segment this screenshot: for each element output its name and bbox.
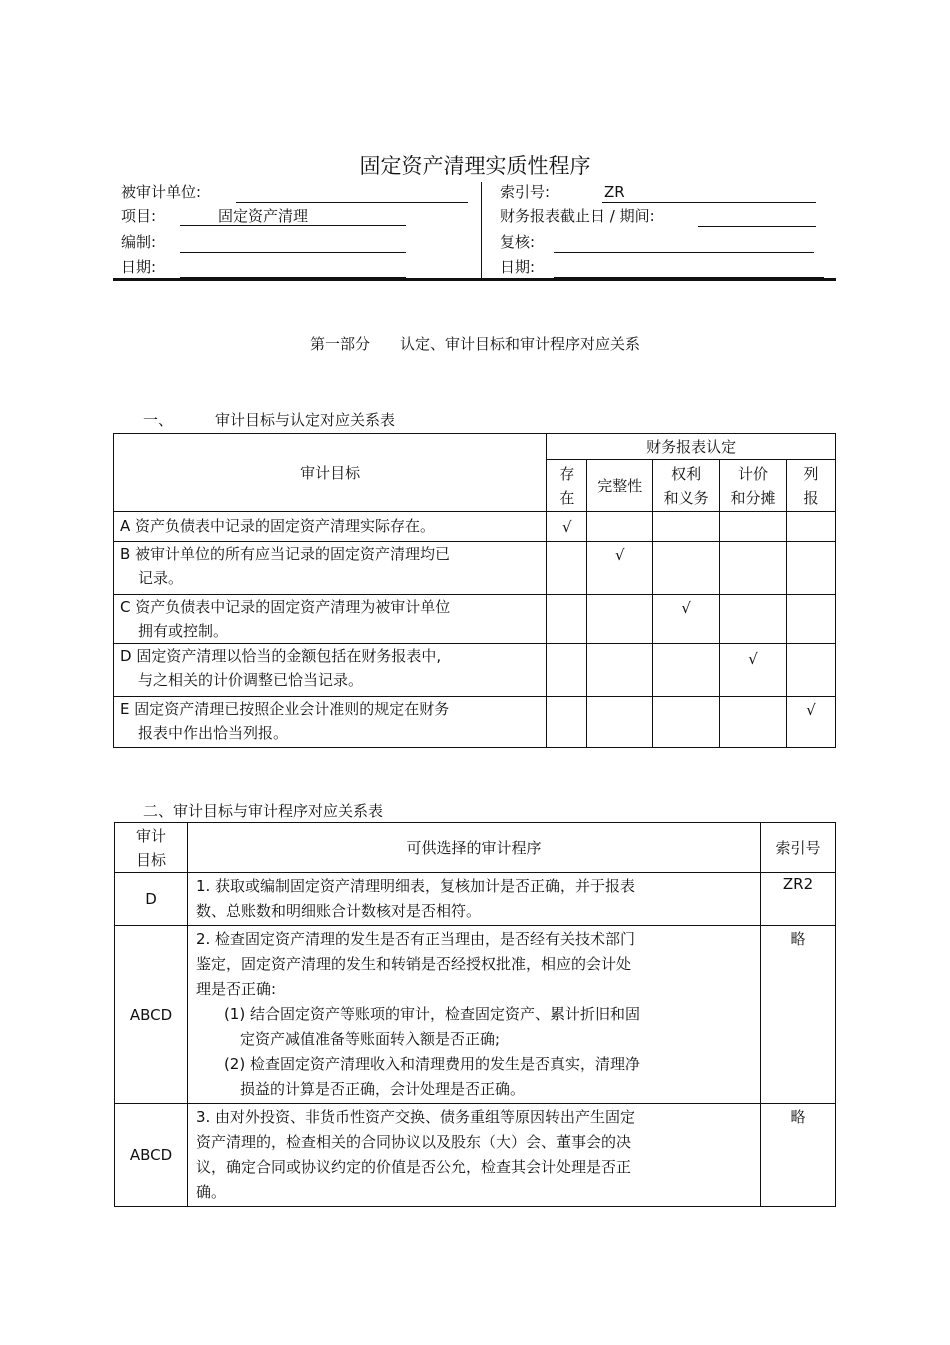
cell bbox=[653, 697, 720, 748]
check-d: √ bbox=[720, 644, 787, 697]
col-assertions-group: 财务报表认定 bbox=[547, 434, 836, 460]
col-index: 索引号 bbox=[761, 823, 836, 873]
date-right-field[interactable] bbox=[554, 257, 824, 278]
goal-row-a bbox=[114, 512, 836, 542]
index-label: 索引号: bbox=[500, 183, 551, 201]
section1-title: 审计目标与认定对应关系表 bbox=[215, 411, 396, 429]
header-divider bbox=[481, 182, 482, 278]
col-procedure: 可供选择的审计程序 bbox=[187, 823, 760, 873]
procedure-2-index[interactable]: 略 bbox=[761, 926, 836, 1104]
page-title: 固定资产清理实质性程序 bbox=[359, 154, 591, 178]
check-e: √ bbox=[787, 697, 836, 748]
cell bbox=[587, 512, 653, 542]
assertion-table bbox=[113, 433, 836, 748]
procedure-1-goal: D bbox=[115, 873, 188, 926]
cell bbox=[787, 595, 836, 644]
procedure-row-1 bbox=[115, 873, 836, 926]
col-goal: 审计 目标 bbox=[115, 823, 188, 873]
cell bbox=[547, 595, 587, 644]
procedure-2-text: 2. 检查固定资产清理的发生是否有正当理由，是否经有关技术部门 鉴定，固定资产清理的发生和转销是否经授权批准，相应的会计处 理是否正确: (1) 结合固定资产等账项的审计，检查固定资产、累计折旧和固 定资产减值准备等账面转入额是否正确; (2) 检查固定资产清理收入和清理费用的发生是否真实，清理净 损益的计算是否正确，会计处理是否正确。 bbox=[187, 926, 760, 1104]
goal-d-text: D 固定资产清理以恰当的金额包括在财务报表中, 与之相关的计价调整已恰当记录。 bbox=[114, 644, 547, 697]
part-title: 第一部分 认定、审计目标和审计程序对应关系 bbox=[309, 335, 640, 353]
goal-row-d bbox=[114, 644, 836, 697]
goal-row-c bbox=[114, 595, 836, 644]
goal-b-text: B 被审计单位的所有应当记录的固定资产清理均已 记录。 bbox=[114, 542, 547, 595]
check-c: √ bbox=[653, 595, 720, 644]
section1-heading bbox=[143, 409, 395, 430]
procedure-1-index[interactable]: ZR2 bbox=[761, 873, 836, 926]
cell bbox=[587, 644, 653, 697]
assertion-rights: 权利 和义务 bbox=[653, 460, 720, 512]
procedure-row-2 bbox=[115, 926, 836, 1104]
date-right-label: 日期: bbox=[500, 258, 536, 276]
cell bbox=[587, 697, 653, 748]
check-a: √ bbox=[547, 512, 587, 542]
assertion-presentation: 列 报 bbox=[787, 460, 836, 512]
cell bbox=[720, 595, 787, 644]
period-field[interactable] bbox=[698, 206, 816, 227]
col-audit-goal: 审计目标 bbox=[114, 434, 547, 512]
prepared-label: 编制: bbox=[121, 233, 157, 251]
cell bbox=[787, 512, 836, 542]
date-left-field[interactable] bbox=[180, 257, 406, 278]
cell bbox=[587, 595, 653, 644]
project-label: 项目: bbox=[121, 207, 157, 225]
goal-row-e bbox=[114, 697, 836, 748]
assertion-valuation: 计价 和分摊 bbox=[720, 460, 787, 512]
prepared-field[interactable] bbox=[180, 232, 406, 253]
cell bbox=[720, 542, 787, 595]
cell bbox=[547, 644, 587, 697]
cell bbox=[547, 697, 587, 748]
review-label: 复核: bbox=[500, 233, 536, 251]
project-field[interactable]: 固定资产清理 bbox=[180, 206, 406, 226]
cell bbox=[653, 512, 720, 542]
section2-heading: 二、审计目标与审计程序对应关系表 bbox=[143, 802, 384, 820]
procedure-2-sub-1: (1) 结合固定资产等账项的审计，检查固定资产、累计折旧和固 bbox=[223, 1005, 640, 1023]
cell bbox=[787, 542, 836, 595]
procedure-1-text: 1. 获取或编制固定资产清理明细表，复核加计是否正确，并于报表 数、总账数和明细账合计数核对是否相符。 bbox=[187, 873, 760, 926]
goal-c-text: C 资产负债表中记录的固定资产清理为被审计单位 拥有或控制。 bbox=[114, 595, 547, 644]
audited-unit-label: 被审计单位: bbox=[121, 183, 202, 201]
date-left-label: 日期: bbox=[121, 258, 157, 276]
procedure-3-index[interactable]: 略 bbox=[761, 1104, 836, 1207]
review-field[interactable] bbox=[554, 232, 814, 253]
cell bbox=[653, 644, 720, 697]
procedure-table bbox=[114, 822, 836, 1207]
procedure-3-goal: ABCD bbox=[115, 1104, 188, 1207]
goal-row-b bbox=[114, 542, 836, 595]
index-field[interactable]: ZR bbox=[602, 182, 816, 203]
cell bbox=[720, 697, 787, 748]
header-rule bbox=[113, 278, 836, 281]
assertion-existence: 存 在 bbox=[547, 460, 587, 512]
procedure-3-text: 3. 由对外投资、非货币性资产交换、债务重组等原因转出产生固定 资产清理的，检查相关的合同协议以及股东（大）会、董事会的决 议，确定合同或协议约定的价值是否公允，检查其会计处理是否正 确。 bbox=[187, 1104, 760, 1207]
goal-e-text: E 固定资产清理已按照企业会计准则的规定在财务 报表中作出恰当列报。 bbox=[114, 697, 547, 748]
cell bbox=[547, 542, 587, 595]
procedure-row-3 bbox=[115, 1104, 836, 1207]
period-label: 财务报表截止日 / 期间: bbox=[500, 207, 655, 225]
procedure-2-sub-2: (2) 检查固定资产清理收入和清理费用的发生是否真实，清理净 bbox=[223, 1055, 640, 1073]
cell bbox=[720, 512, 787, 542]
assertion-completeness: 完整性 bbox=[587, 460, 653, 512]
goal-a-text: A 资产负债表中记录的固定资产清理实际存在。 bbox=[114, 512, 547, 542]
cell bbox=[787, 644, 836, 697]
procedure-header-row bbox=[115, 823, 836, 873]
audited-unit-field[interactable] bbox=[236, 182, 468, 203]
check-b: √ bbox=[587, 542, 653, 595]
procedure-2-goal: ABCD bbox=[115, 926, 188, 1104]
section1-number: 一、 bbox=[143, 411, 174, 429]
cell bbox=[653, 542, 720, 595]
